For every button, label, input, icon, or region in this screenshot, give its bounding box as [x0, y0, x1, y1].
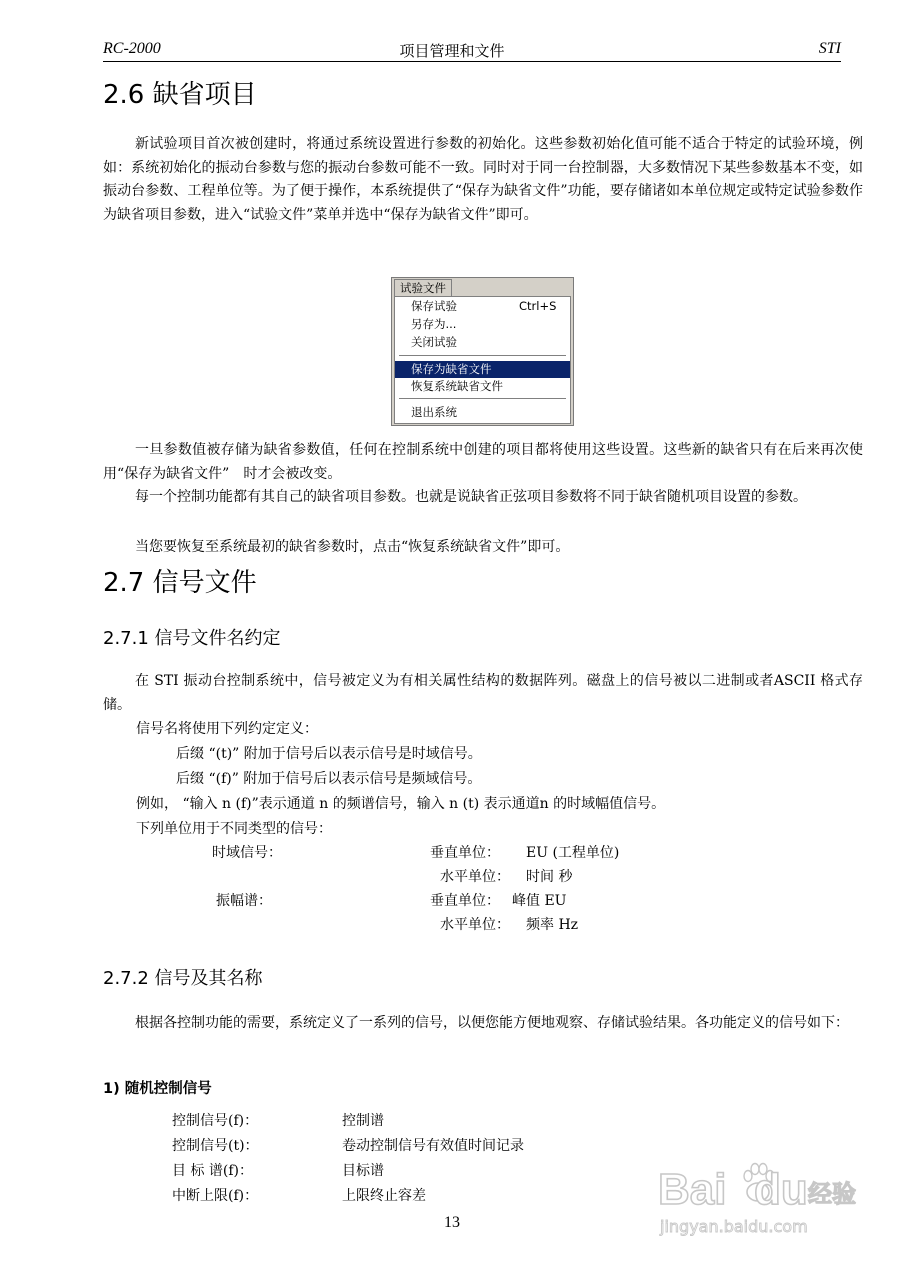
watermark-brand-c: 经验 [808, 1180, 856, 1208]
naming-rule-intro: 信号名将使用下列约定定义： [136, 721, 318, 737]
signal-desc: 上限终止容差 [342, 1188, 426, 1204]
units-intro: 下列单位用于不同类型的信号： [136, 821, 332, 837]
section-2-6-title: 2.6 缺省项目 [103, 80, 257, 110]
menu-separator [399, 355, 566, 357]
page-number: 13 [444, 1214, 460, 1231]
watermark-brand-b: du [754, 1165, 808, 1214]
section-2-7-2-title: 2.7.2 信号及其名称 [103, 968, 263, 989]
menu-item-label: 退出系统 [411, 405, 457, 419]
suffix-f-rule: 后缀 “(f)” 附加于信号后以表示信号是频域信号。 [176, 771, 482, 787]
menu-item-label: 恢复系统缺省文件 [411, 379, 503, 393]
unit-signal-type: 时域信号： [212, 845, 282, 861]
header-center: 项目管理和文件 [399, 42, 505, 60]
watermark-brand-a: Bai [658, 1165, 727, 1214]
menu-item-label: 保存试验 [411, 299, 457, 313]
menu-separator [399, 398, 566, 400]
signal-name: 中断上限(f)： [172, 1188, 259, 1204]
suffix-t-rule: 后缀 “(t)” 附加于信号后以表示信号是时域信号。 [176, 746, 482, 762]
file-menu-screenshot [391, 277, 574, 426]
menu-item-label: 另存为... [411, 317, 457, 331]
menu-item-restore-default[interactable] [395, 378, 570, 395]
section-2-6-para-2: 一旦参数值被存储为缺省参数值，任何在控制系统中创建的项目都将使用这些设置。这些新的缺省只有在后来再次使用“保存为缺省文件” 时才会被改变。 [103, 442, 863, 482]
section-2-6-para-4: 当您要恢复至系统最初的缺省参数时，点击“恢复系统缺省文件”即可。 [135, 539, 570, 555]
signal-desc: 目标谱 [342, 1163, 384, 1179]
menu-item-exit[interactable] [395, 404, 570, 421]
section-2-6-para-1: 新试验项目首次被创建时，将通过系统设置进行参数的初始化。这些参数初始化值可能不适合于特定的试验环境，例如：系统初始化的振动台参数与您的振动台参数可能不一致。同时对于同一台控制器，大多数情况下某些参数基本不变，如振动台参数、工程单位等。为了便于操作，本系统提供了“保存为缺省文件”功能，要存储诸如本单位规定或特定试验参数作为缺省项目参数，进入“试验文件”菜单并选中“保存为缺省文件”即可。 [103, 136, 863, 223]
random-control-heading: 1) 随机控制信号 [103, 1081, 212, 1097]
signal-desc: 卷动控制信号有效值时间记录 [342, 1138, 524, 1154]
section-2-6-para-3: 每一个控制功能都有其自己的缺省项目参数。也就是说缺省正弦项目参数将不同于缺省随机项目设置的参数。 [135, 489, 807, 505]
signal-name: 控制信号(f)： [172, 1113, 259, 1129]
unit-axis-label: 垂直单位： [430, 893, 500, 909]
menu-dropdown [394, 296, 571, 424]
menu-item-save-as-default[interactable] [395, 361, 570, 378]
header-left: RC-2000 [103, 40, 161, 57]
menu-item-shortcut: Ctrl+S [519, 299, 557, 313]
unit-axis-label: 水平单位： [440, 917, 510, 933]
header-right: STI [818, 40, 841, 57]
menu-item-close-test[interactable] [395, 334, 570, 351]
signal-name: 控制信号(t)： [172, 1138, 259, 1154]
unit-value: EU (工程单位) [526, 845, 620, 861]
unit-value: 时间 秒 [526, 869, 573, 885]
section-2-7-1-title: 2.7.1 信号文件名约定 [103, 628, 281, 649]
baidu-jingyan-watermark [658, 1148, 858, 1240]
naming-example: 例如， “输入 n (f)”表示通道 n 的频谱信号，输入 n (t) 表示通道n 的时域幅值信号。 [136, 796, 666, 812]
unit-signal-type: 振幅谱： [216, 893, 272, 909]
unit-axis-label: 水平单位： [440, 869, 510, 885]
watermark-url: jingyan.baidu.com [660, 1217, 808, 1236]
menu-item-label: 保存为缺省文件 [411, 362, 492, 376]
menu-item-save-test[interactable] [395, 298, 570, 315]
header-rule [103, 61, 841, 62]
unit-value: 峰值 EU [512, 893, 567, 909]
watermark-logo [658, 1148, 858, 1240]
menu-title-test-file[interactable]: 试验文件 [394, 279, 452, 297]
menu-item-save-as[interactable] [395, 316, 570, 333]
signal-desc: 控制谱 [342, 1113, 384, 1129]
unit-axis-label: 垂直单位： [430, 845, 500, 861]
signal-name: 目 标 谱(f)： [172, 1163, 254, 1179]
section-2-7-title: 2.7 信号文件 [103, 568, 257, 598]
section-2-7-1-para: 在 STI 振动台控制系统中，信号被定义为有相关属性结构的数据阵列。磁盘上的信号被以二进制或者ASCII 格式存储。 [103, 673, 863, 713]
unit-value: 频率 Hz [526, 917, 579, 933]
section-2-7-2-para: 根据各控制功能的需要，系统定义了一系列的信号，以便您能方便地观察、存储试验结果。各功能定义的信号如下： [135, 1015, 849, 1031]
menu-item-label: 关闭试验 [411, 335, 457, 349]
